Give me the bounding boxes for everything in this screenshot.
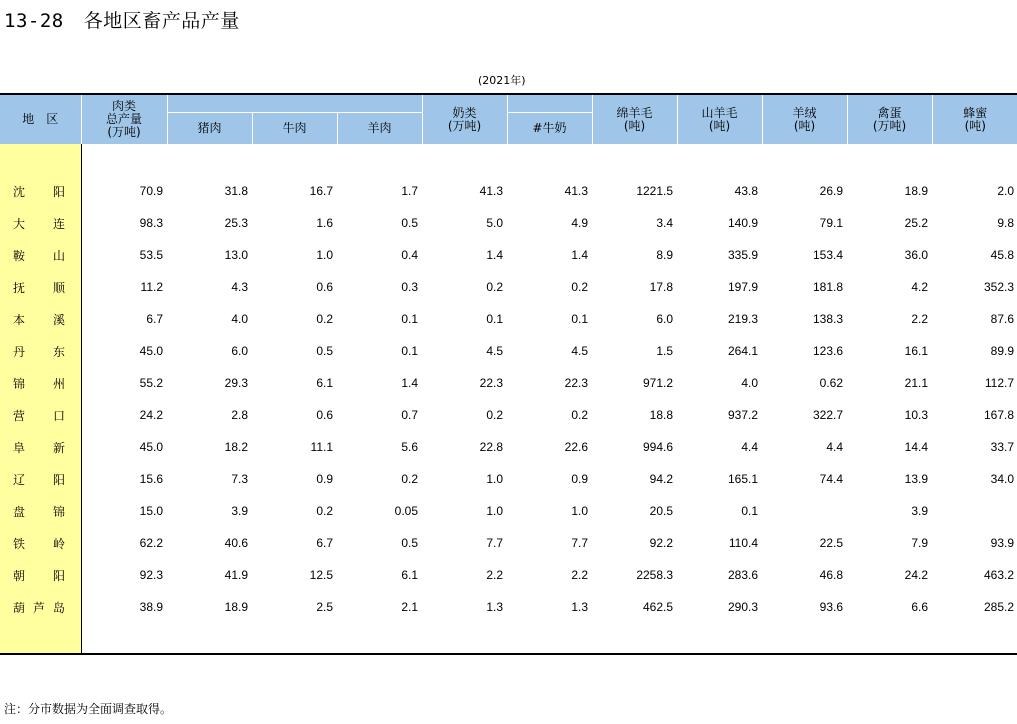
value-cell: 283.6 [727,568,759,582]
value-cell: 1.0 [486,472,504,486]
value-cell: 290.3 [727,600,759,614]
value-cell: 971.2 [642,376,674,390]
value-cell: 6.1 [401,568,419,582]
value-cell: 41.3 [479,184,504,198]
value-cell: 0.05 [394,504,419,518]
value-cell [762,495,847,527]
region-name: 大连 [13,216,65,231]
value-cell [932,495,1017,527]
value-cell: 0.9 [316,472,333,486]
value-cell: 322.7 [812,408,844,422]
value-cell: 55.2 [139,376,163,390]
header-goat-wool: 山羊毛 (吨) [677,95,762,144]
value-cell: 6.0 [656,312,674,326]
value-cell: 7.7 [486,536,504,550]
value-cell: 36.0 [904,248,929,262]
value-cell: 5.6 [401,440,419,454]
value-cell: 16.7 [309,184,333,198]
region-cell [0,335,81,367]
value-cell: 25.3 [224,216,248,230]
value-cell: 41.3 [564,184,589,198]
value-cell: 5.0 [486,216,504,230]
value-cell: 15.6 [139,472,163,486]
table-row [0,271,1017,303]
value-cell: 0.2 [316,504,333,518]
value-cell: 18.8 [649,408,674,422]
value-cell: 25.2 [904,216,929,230]
value-cell: 0.7 [401,408,419,422]
header-cow-milk: #牛奶 [507,113,592,145]
value-cell: 29.3 [224,376,248,390]
value-cell: 46.8 [819,568,844,582]
region-name: 丹东 [13,344,65,359]
value-cell: 0.2 [316,312,333,326]
value-cell: 2.2 [571,568,589,582]
value-cell: 264.1 [727,344,759,358]
value-cell: 181.8 [812,280,844,294]
value-cell: 167.8 [983,408,1015,422]
header-milk: 奶类 (万吨) [422,95,507,144]
value-cell: 22.5 [819,536,844,550]
value-cell: 94.2 [649,472,674,486]
value-cell: 3.9 [231,504,248,518]
value-cell: 0.62 [819,376,844,390]
value-cell: 6.7 [146,312,163,326]
region-cell [0,463,81,495]
value-cell: 93.6 [819,600,844,614]
value-cell: 24.2 [904,568,929,582]
value-cell: 74.4 [819,472,844,486]
value-cell: 0.5 [401,536,419,550]
value-cell: 43.8 [734,184,759,198]
value-cell: 112.7 [984,376,1015,390]
value-cell: 2.8 [231,408,248,422]
region-name: 朝阳 [13,568,65,583]
region-cell [0,399,81,431]
value-cell: 3.4 [656,216,674,230]
region-name: 鞍山 [13,248,65,263]
region-cell [0,527,81,559]
region-name: 营口 [13,408,65,423]
value-cell: 2.5 [316,600,333,614]
table-row [0,431,1017,463]
value-cell: 1.3 [486,600,504,614]
value-cell: 0.9 [571,472,589,486]
region-name: 阜新 [13,440,65,455]
value-cell: 18.2 [224,440,248,454]
region-cell [0,303,81,335]
region-name: 本溪 [13,312,65,327]
table-top-rule [0,93,1017,95]
value-cell: 4.3 [231,280,248,294]
year-label: (2021年) [478,74,526,87]
value-cell: 45.0 [139,440,163,454]
value-cell: 2.1 [401,600,419,614]
value-cell: 0.4 [401,248,419,262]
value-cell: 89.9 [990,344,1015,358]
table-row [0,559,1017,591]
value-cell: 33.7 [990,440,1015,454]
value-cell: 4.5 [486,344,504,358]
value-cell: 0.5 [401,216,419,230]
table-row [0,527,1017,559]
value-cell: 31.8 [224,184,248,198]
value-cell: 4.4 [741,440,759,454]
region-cell [0,559,81,591]
header-eggs: 禽蛋 (万吨) [847,95,932,144]
header-meat-total: 肉类 总产量 (万吨) [81,95,167,144]
table-row [0,207,1017,239]
value-cell: 18.9 [904,184,929,198]
table-row [0,335,1017,367]
value-cell: 22.3 [479,376,504,390]
value-cell: 4.4 [826,440,844,454]
value-cell: 463.2 [983,568,1015,582]
region-cell [0,367,81,399]
value-cell: 2.2 [486,568,504,582]
value-cell: 0.1 [401,344,419,358]
value-cell: 62.2 [139,536,163,550]
value-cell: 3.9 [911,504,929,518]
table-row [0,303,1017,335]
value-cell: 10.3 [904,408,929,422]
header-cashmere: 羊绒 (吨) [762,95,847,144]
value-cell: 18.9 [224,600,248,614]
header-beef: 牛肉 [252,113,337,145]
table-body [0,144,1017,654]
value-cell: 165.1 [727,472,759,486]
value-cell: 9.8 [997,216,1015,230]
value-cell: 7.7 [571,536,589,550]
value-cell: 8.9 [656,248,674,262]
value-cell: 7.3 [231,472,248,486]
value-cell: 15.0 [139,504,163,518]
value-cell: 6.0 [231,344,248,358]
value-cell: 2.0 [997,184,1015,198]
value-cell: 0.6 [316,408,333,422]
value-cell: 92.3 [139,568,163,582]
region-cell [0,591,81,623]
header-pork: 猪肉 [167,113,252,145]
table-row [0,175,1017,207]
region-name: 锦州 [13,376,65,391]
region-cell [0,271,81,303]
value-cell: 1.0 [571,504,589,518]
table-number: 13-28 [4,10,64,32]
value-cell: 0.5 [316,344,333,358]
value-cell: 4.0 [231,312,248,326]
value-cell: 0.1 [486,312,504,326]
value-cell: 13.0 [224,248,248,262]
value-cell: 1.7 [401,184,419,198]
region-cell [0,495,81,527]
value-cell: 462.5 [642,600,674,614]
value-cell: 1.4 [401,376,419,390]
value-cell: 22.3 [564,376,589,390]
value-cell: 1.0 [316,248,333,262]
value-cell: 7.9 [911,536,929,550]
table-row [0,367,1017,399]
value-cell: 0.1 [571,312,589,326]
table-row [0,495,1017,527]
value-cell: 20.5 [649,504,674,518]
value-cell: 1.0 [486,504,504,518]
value-cell: 22.6 [564,440,589,454]
value-cell: 0.2 [571,280,589,294]
value-cell: 0.6 [316,280,333,294]
header-milk-group [507,95,592,113]
value-cell: 1.3 [571,600,589,614]
value-cell: 45.8 [990,248,1015,262]
value-cell: 22.8 [479,440,504,454]
region-cell [0,207,81,239]
value-cell: 1221.5 [636,184,674,198]
region-name: 铁岭 [13,536,65,551]
value-cell: 0.1 [401,312,419,326]
value-cell: 4.9 [571,216,589,230]
value-cell: 87.6 [990,312,1015,326]
value-cell: 12.5 [309,568,333,582]
value-cell: 93.9 [990,536,1015,550]
value-cell: 1.4 [571,248,589,262]
value-cell: 285.2 [983,600,1015,614]
data-table-wrapper [0,95,1017,655]
value-cell: 352.3 [983,280,1015,294]
footnote: 注：分市数据为全面调查取得。 [4,702,173,716]
value-cell: 1.6 [316,216,333,230]
value-cell: 0.2 [486,408,504,422]
value-cell: 123.6 [812,344,844,358]
livestock-table [0,95,1017,655]
value-cell: 6.6 [911,600,929,614]
region-name: 沈阳 [13,184,65,199]
value-cell: 16.1 [904,344,929,358]
value-cell: 41.9 [224,568,248,582]
header-region: 地 区 [0,95,81,144]
spacer-row [0,623,1017,654]
value-cell: 4.0 [741,376,759,390]
value-cell: 24.2 [139,408,163,422]
value-cell: 11.1 [310,440,333,454]
value-cell: 11.2 [140,280,163,294]
value-cell: 13.9 [904,472,929,486]
value-cell: 6.7 [316,536,333,550]
value-cell: 335.9 [727,248,759,262]
value-cell: 26.9 [819,184,844,198]
header-honey: 蜂蜜 (吨) [932,95,1017,144]
table-row [0,399,1017,431]
table-title [4,6,240,33]
value-cell: 98.3 [139,216,163,230]
value-cell: 1.5 [656,344,674,358]
header-meat-group [167,95,422,113]
table-row [0,463,1017,495]
value-cell: 4.5 [571,344,589,358]
region-name: 葫芦岛 [13,600,65,615]
region-name: 抚顺 [13,280,65,295]
value-cell: 153.4 [812,248,844,262]
value-cell: 0.2 [401,472,419,486]
value-cell: 0.1 [741,504,759,518]
value-cell: 17.8 [649,280,674,294]
value-cell: 0.3 [401,280,419,294]
region-name: 盘锦 [13,504,65,519]
value-cell: 34.0 [990,472,1015,486]
value-cell: 0.2 [486,280,504,294]
table-row [0,239,1017,271]
value-cell: 21.1 [904,376,929,390]
header-mutton: 羊肉 [337,113,422,145]
value-cell: 53.5 [139,248,163,262]
value-cell: 138.3 [812,312,844,326]
value-cell: 2258.3 [636,568,674,582]
region-cell [0,175,81,207]
region-cell [0,431,81,463]
value-cell: 14.4 [904,440,929,454]
value-cell: 79.1 [819,216,844,230]
value-cell: 45.0 [139,344,163,358]
value-cell: 937.2 [727,408,759,422]
value-cell: 110.4 [728,536,759,550]
region-name: 辽阳 [13,472,65,487]
value-cell: 140.9 [727,216,759,230]
value-cell: 1.4 [486,248,504,262]
value-cell: 70.9 [139,184,163,198]
value-cell: 38.9 [139,600,163,614]
spacer-row [0,144,1017,175]
value-cell: 0.2 [571,408,589,422]
header-sheep-wool: 绵羊毛 (吨) [592,95,677,144]
value-cell: 6.1 [316,376,333,390]
value-cell: 4.2 [911,280,929,294]
value-cell: 197.9 [727,280,759,294]
table-row [0,591,1017,623]
table-title-text: 各地区畜产品产量 [83,10,240,32]
value-cell: 40.6 [224,536,248,550]
region-cell [0,239,81,271]
value-cell: 994.6 [642,440,674,454]
value-cell: 219.3 [727,312,759,326]
value-cell: 2.2 [911,312,929,326]
value-cell: 92.2 [649,536,674,550]
